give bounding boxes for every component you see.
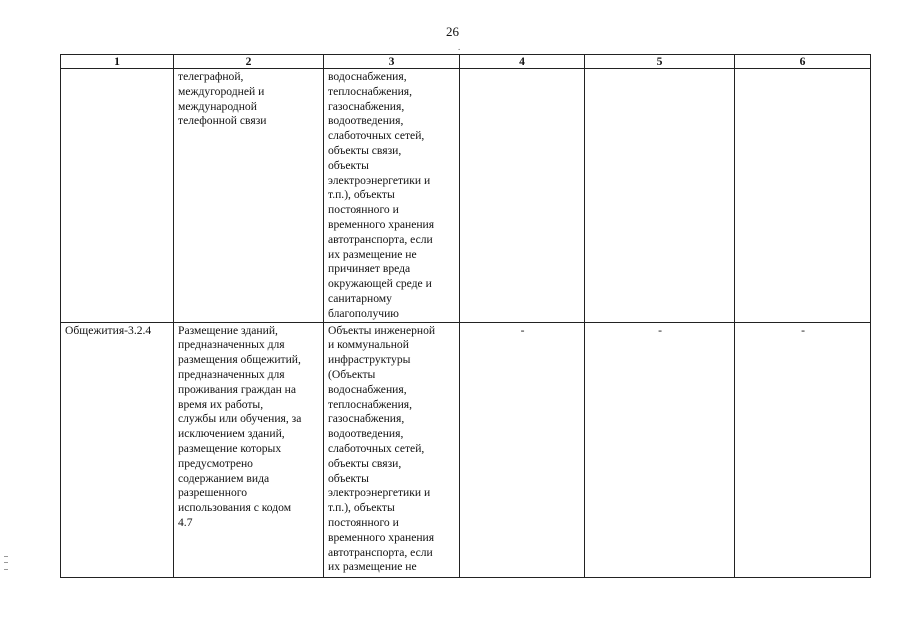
table-row [61, 69, 871, 323]
cell-line: предусмотрено [178, 456, 253, 470]
header-col-1: 1 [61, 55, 174, 69]
cell-line: международной [178, 99, 257, 113]
cell-line: электроэнергетики и [328, 486, 431, 500]
header-col-3: 3 [324, 55, 460, 69]
cell-line: объекты [328, 158, 369, 172]
cell-line: использования с кодом [178, 501, 292, 515]
cell-line: Объекты инженерной [328, 323, 436, 337]
header-col-6: 6 [735, 55, 871, 69]
row2-col-4: - [460, 322, 585, 577]
cell-line: временного хранения [328, 530, 435, 544]
cell-line: междугородней и [178, 84, 265, 98]
cell-line: газоснабжения, [328, 412, 405, 426]
cell-line: временного хранения [328, 217, 435, 231]
header-col-5: 5 [585, 55, 735, 69]
cell-line: их размещение не [328, 247, 417, 261]
header-col-4: 4 [460, 55, 585, 69]
cell-line: исключением зданий, [178, 427, 285, 441]
row2-land-use-name [61, 322, 174, 577]
cell-line: 4.7 [178, 515, 193, 529]
margin-mark [4, 556, 8, 570]
cell-line: разрешенного [178, 486, 248, 500]
cell-line: проживания граждан на [178, 382, 297, 396]
cell-line: содержанием вида [178, 471, 270, 485]
cell-line: газоснабжения, [328, 99, 405, 113]
header-col-2: 2 [174, 55, 324, 69]
cell-line: водоотведения, [328, 114, 404, 128]
cell-line: телефонной связи [178, 114, 267, 128]
row1-auxiliary-uses [324, 69, 460, 323]
cell-line: окружающей среде и [328, 277, 432, 291]
cell-line: объекты [328, 471, 369, 485]
cell-line: теплоснабжения, [328, 397, 413, 411]
cell-line: водоснабжения, [328, 382, 407, 396]
row1-col-4 [460, 69, 585, 323]
cell-line: предназначенных для [178, 338, 285, 352]
cell-line: предназначенных для [178, 367, 285, 381]
row1-description [174, 69, 324, 323]
cell-line: теплоснабжения, [328, 84, 413, 98]
cell-line: Общежития-3.2.4 [65, 323, 152, 337]
cell-line: их размещение не [328, 560, 417, 574]
cell-line: водоснабжения, [328, 70, 407, 83]
cell-line: слаботочных сетей, [328, 441, 425, 455]
cell-line: объекты связи, [328, 456, 402, 470]
header-row [61, 55, 871, 69]
row1-col-6 [735, 69, 871, 323]
land-use-table [60, 54, 871, 578]
page-dot: . [458, 42, 461, 52]
cell-line: т.п.), объекты [328, 501, 395, 515]
cell-line: причиняет вреда [328, 262, 411, 276]
cell-line: службы или обучения, за [178, 412, 302, 426]
cell-line: т.п.), объекты [328, 188, 395, 202]
row2-description [174, 322, 324, 577]
cell-line: Размещение зданий, [178, 323, 278, 337]
cell-line: санитарному [328, 291, 392, 305]
cell-line: водоотведения, [328, 427, 404, 441]
row1-land-use-name [61, 69, 174, 323]
cell-line: электроэнергетики и [328, 173, 431, 187]
row2-auxiliary-uses [324, 322, 460, 577]
table-row [61, 322, 871, 577]
cell-line: объекты связи, [328, 143, 402, 157]
cell-line: время их работы, [178, 397, 264, 411]
cell-line: (Объекты [328, 367, 376, 381]
cell-line: инфраструктуры [328, 353, 411, 367]
cell-line: телеграфной, [178, 70, 244, 83]
cell-line: автотранспорта, если [328, 545, 433, 559]
cell-line: постоянного и [328, 515, 399, 529]
row2-col-5: - [585, 322, 735, 577]
page-number: 26 [446, 24, 459, 39]
cell-line: размещение которых [178, 441, 282, 455]
cell-line: благополучию [328, 306, 399, 320]
cell-line: размещения общежитий, [178, 353, 301, 367]
row1-col-5 [585, 69, 735, 323]
cell-line: постоянного и [328, 203, 399, 217]
cell-line: слаботочных сетей, [328, 129, 425, 143]
cell-line: автотранспорта, если [328, 232, 433, 246]
row2-col-6: - [735, 322, 871, 577]
cell-line: и коммунальной [328, 338, 409, 352]
